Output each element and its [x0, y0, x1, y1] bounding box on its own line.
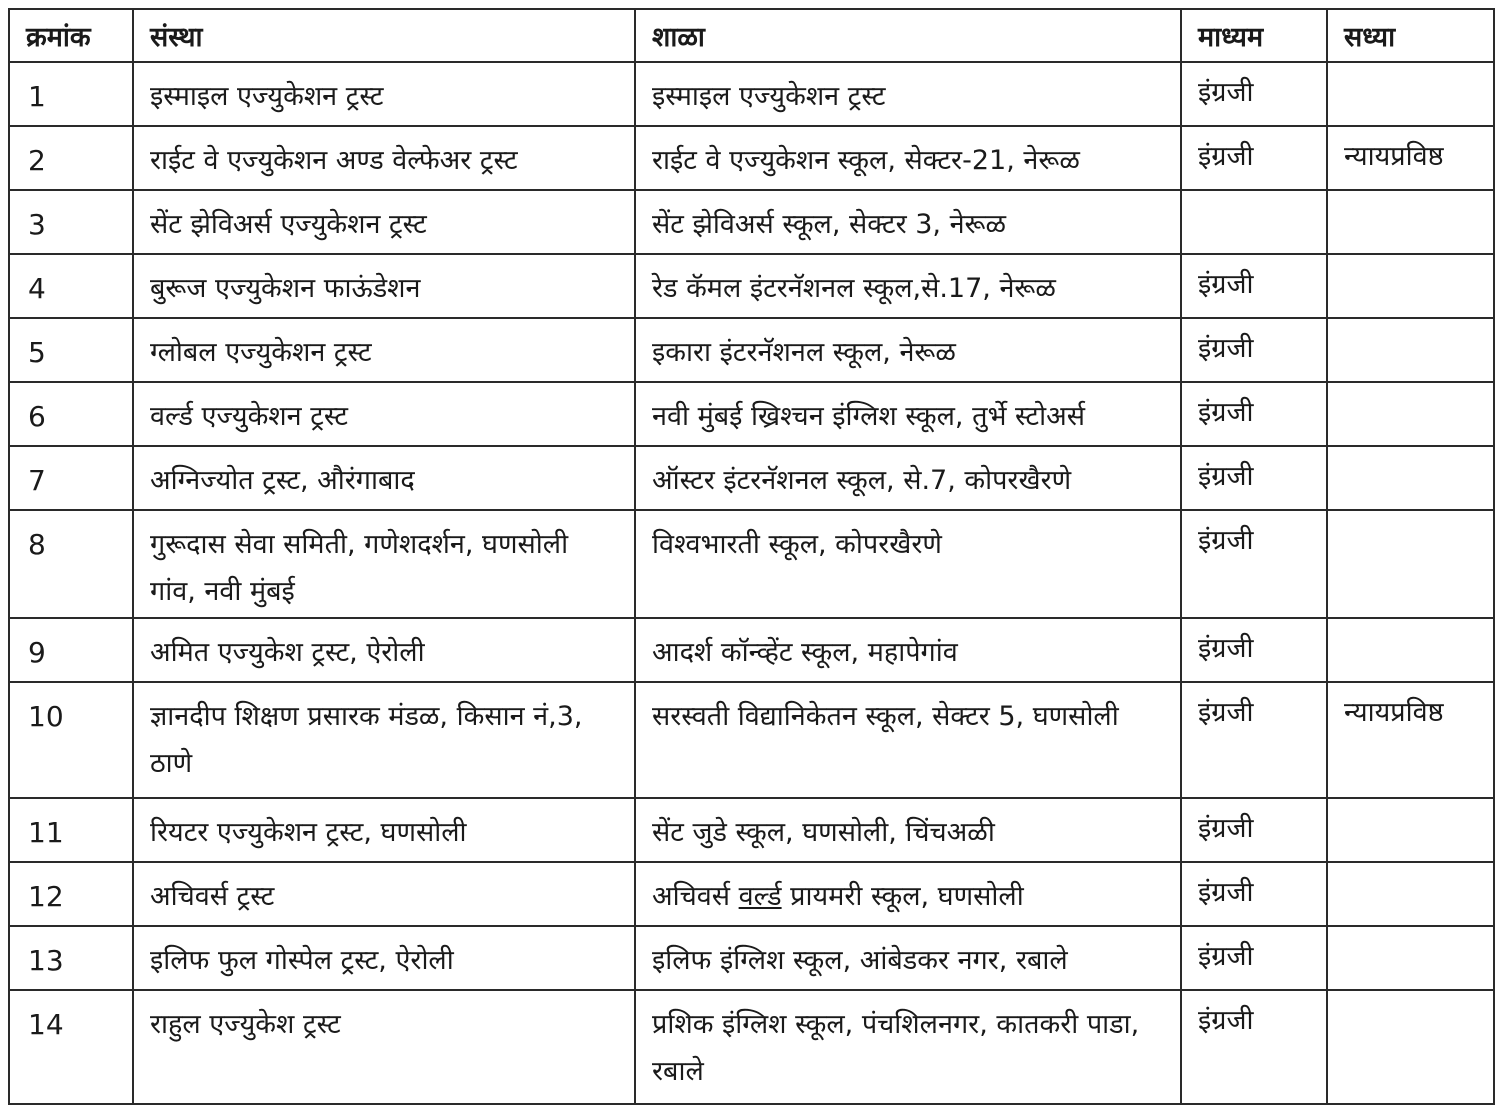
row-status — [1327, 382, 1494, 446]
school-name-part: अचिवर्स — [652, 881, 739, 912]
row-school: इस्माइल एज्युकेशन ट्रस्ट — [635, 62, 1181, 126]
row-status — [1327, 446, 1494, 510]
row-institution: राईट वे एज्युकेशन अण्ड वेल्फेअर ट्रस्ट — [133, 126, 635, 190]
row-institution: बुरूज एज्युकेशन फाऊंडेशन — [133, 254, 635, 318]
row-school: सरस्वती विद्यानिकेतन स्कूल, सेक्टर 5, घणसोली — [635, 682, 1181, 798]
row-medium: इंग्रजी — [1181, 798, 1327, 862]
table-row — [9, 926, 1494, 990]
row-medium: इंग्रजी — [1181, 510, 1327, 618]
row-status: न्यायप्रविष्ठ — [1327, 126, 1494, 190]
row-status — [1327, 62, 1494, 126]
header-institution: संस्था — [133, 9, 635, 62]
header-medium: माध्यम — [1181, 9, 1327, 62]
row-school: सेंट जुडे स्कूल, घणसोली, चिंचअळी — [635, 798, 1181, 862]
row-status: न्यायप्रविष्ठ — [1327, 682, 1494, 798]
row-institution: अचिवर्स ट्रस्ट — [133, 862, 635, 926]
row-number: 1 — [9, 62, 133, 126]
row-medium: इंग्रजी — [1181, 446, 1327, 510]
row-medium: इंग्रजी — [1181, 618, 1327, 682]
row-school: सेंट झेविअर्स स्कूल, सेक्टर 3, नेरूळ — [635, 190, 1181, 254]
row-school: आदर्श कॉन्व्हेंट स्कूल, महापेगांव — [635, 618, 1181, 682]
table-row — [9, 254, 1494, 318]
table-row — [9, 682, 1494, 798]
row-institution: रियटर एज्युकेशन ट्रस्ट, घणसोली — [133, 798, 635, 862]
table-row — [9, 382, 1494, 446]
row-school: प्रशिक इंग्लिश स्कूल, पंचशिलनगर, कातकरी पाडा, रबाले — [635, 990, 1181, 1104]
table-row — [9, 510, 1494, 618]
school-name-part: प्रायमरी स्कूल, घणसोली — [781, 881, 1024, 912]
row-institution: अमित एज्युकेश ट्रस्ट, ऐरोली — [133, 618, 635, 682]
row-institution: सेंट झेविअर्स एज्युकेशन ट्रस्ट — [133, 190, 635, 254]
row-number: 7 — [9, 446, 133, 510]
row-medium: इंग्रजी — [1181, 62, 1327, 126]
table-row — [9, 318, 1494, 382]
row-number: 4 — [9, 254, 133, 318]
row-institution: ग्लोबल एज्युकेशन ट्रस्ट — [133, 318, 635, 382]
row-school: विश्वभारती स्कूल, कोपरखैरणे — [635, 510, 1181, 618]
header-row — [9, 9, 1494, 62]
row-medium: इंग्रजी — [1181, 126, 1327, 190]
schools-table — [8, 8, 1495, 1105]
school-name-underlined: वर्ल्ड — [738, 881, 782, 912]
row-status — [1327, 618, 1494, 682]
row-medium: इंग्रजी — [1181, 382, 1327, 446]
table-row — [9, 446, 1494, 510]
header-number: क्रमांक — [9, 9, 133, 62]
row-school: ऑस्टर इंटरनॅशनल स्कूल, से.7, कोपरखैरणे — [635, 446, 1181, 510]
row-institution: इस्माइल एज्युकेशन ट्रस्ट — [133, 62, 635, 126]
row-school: इकारा इंटरनॅशनल स्कूल, नेरूळ — [635, 318, 1181, 382]
row-medium: इंग्रजी — [1181, 926, 1327, 990]
table-row — [9, 862, 1494, 926]
row-institution: वर्ल्ड एज्युकेशन ट्रस्ट — [133, 382, 635, 446]
row-number: 3 — [9, 190, 133, 254]
table-row — [9, 798, 1494, 862]
row-medium: इंग्रजी — [1181, 682, 1327, 798]
table-row — [9, 618, 1494, 682]
row-school — [635, 862, 1181, 926]
row-institution: इलिफ फुल गोस्पेल ट्रस्ट, ऐरोली — [133, 926, 635, 990]
row-school: रेड कॅमल इंटरनॅशनल स्कूल,से.17, नेरूळ — [635, 254, 1181, 318]
row-status — [1327, 798, 1494, 862]
row-medium: इंग्रजी — [1181, 318, 1327, 382]
row-status — [1327, 254, 1494, 318]
row-number: 5 — [9, 318, 133, 382]
row-status — [1327, 990, 1494, 1104]
row-status — [1327, 318, 1494, 382]
row-school: राईट वे एज्युकेशन स्कूल, सेक्टर-21, नेरूळ — [635, 126, 1181, 190]
row-medium — [1181, 190, 1327, 254]
row-institution: राहुल एज्युकेश ट्रस्ट — [133, 990, 635, 1104]
table-row — [9, 190, 1494, 254]
row-institution: अग्निज्योत ट्रस्ट, औरंगाबाद — [133, 446, 635, 510]
row-number: 14 — [9, 990, 133, 1104]
row-number: 10 — [9, 682, 133, 798]
row-medium: इंग्रजी — [1181, 254, 1327, 318]
row-status — [1327, 510, 1494, 618]
table-row — [9, 62, 1494, 126]
row-number: 12 — [9, 862, 133, 926]
row-number: 9 — [9, 618, 133, 682]
row-school: नवी मुंबई ख्रिश्चन इंग्लिश स्कूल, तुर्भे स्टोअर्स — [635, 382, 1181, 446]
row-medium: इंग्रजी — [1181, 990, 1327, 1104]
row-institution: ज्ञानदीप शिक्षण प्रसारक मंडळ, किसान नं,3, ठाणे — [133, 682, 635, 798]
row-number: 11 — [9, 798, 133, 862]
row-medium: इंग्रजी — [1181, 862, 1327, 926]
row-institution: गुरूदास सेवा समिती, गणेशदर्शन, घणसोली गांव, नवी मुंबई — [133, 510, 635, 618]
table-row — [9, 990, 1494, 1104]
header-school: शाळा — [635, 9, 1181, 62]
table-row — [9, 126, 1494, 190]
row-number: 6 — [9, 382, 133, 446]
row-number: 8 — [9, 510, 133, 618]
row-school: इलिफ इंग्लिश स्कूल, आंबेडकर नगर, रबाले — [635, 926, 1181, 990]
row-number: 2 — [9, 126, 133, 190]
row-status — [1327, 190, 1494, 254]
row-status — [1327, 926, 1494, 990]
header-status: सध्या — [1327, 9, 1494, 62]
row-number: 13 — [9, 926, 133, 990]
row-status — [1327, 862, 1494, 926]
